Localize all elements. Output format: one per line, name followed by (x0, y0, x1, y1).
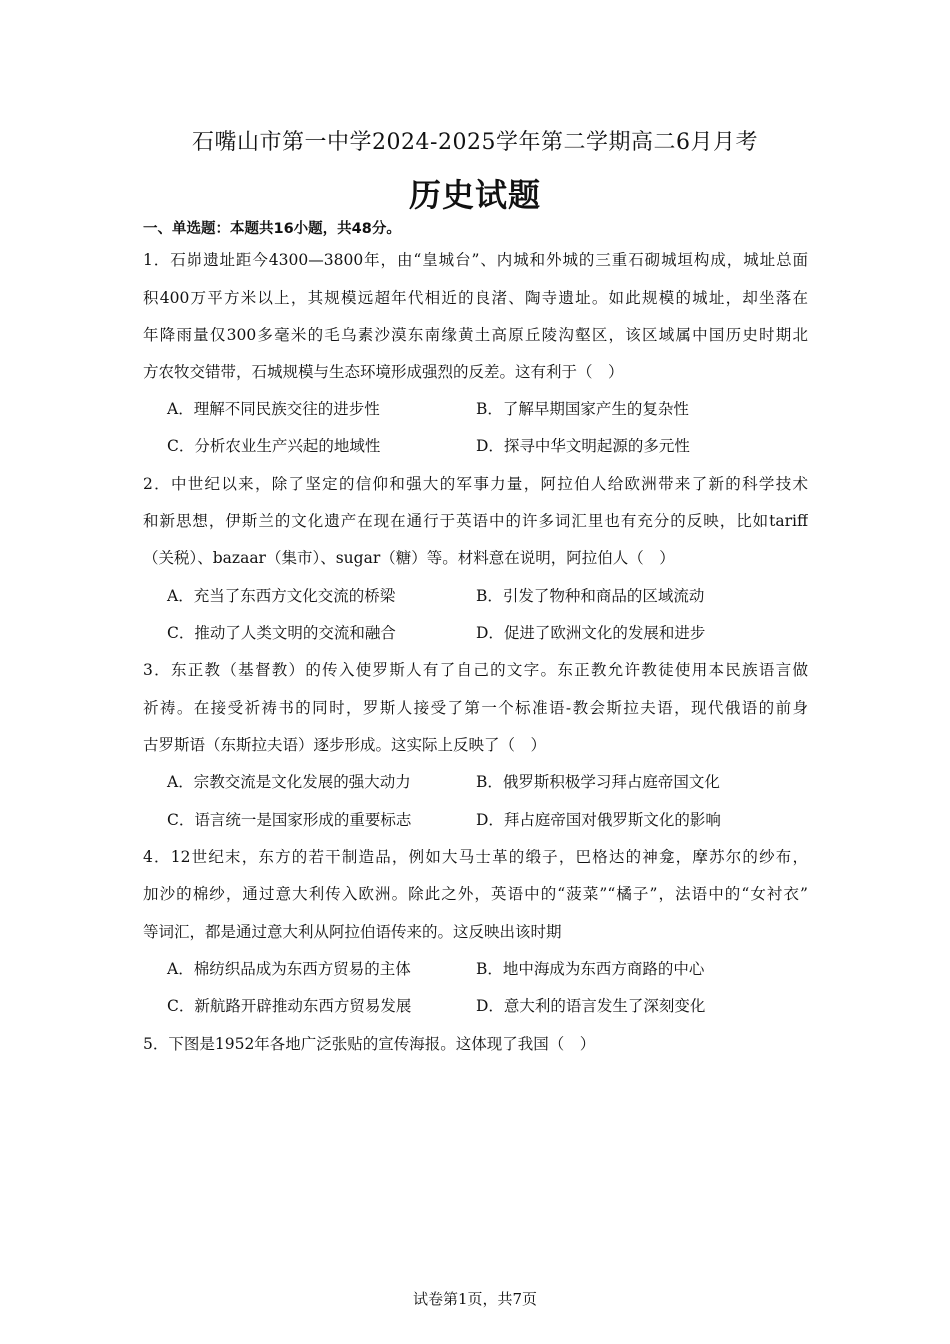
question-4-option-d: D．意大利的语言发生了深刻变化 (476, 997, 706, 1015)
question-1-line-3: 年降雨量仅300多毫米的毛乌素沙漠东南缘黄土高原丘陵沟壑区，该区域属中国历史时期北 (143, 326, 808, 344)
question-2-option-d: D．促进了欧洲文化的发展和进步 (476, 624, 706, 642)
question-3-option-d: D．拜占庭帝国对俄罗斯文化的影响 (476, 811, 721, 829)
section-header: 一、单选题：本题共16小题，共48分。 (143, 221, 401, 237)
question-2-line-1: 2．中世纪以来，除了坚定的信仰和强大的军事力量，阿拉伯人给欧洲带来了新的科学技术 (143, 475, 808, 493)
question-4-option-a: A．棉纺织品成为东西方贸易的主体 (167, 960, 411, 978)
question-4-line-1: 4．12世纪末，东方的若干制造品，例如大马士革的缎子，巴格达的神龛，摩苏尔的纱布， (143, 848, 808, 866)
question-2-line-2: 和新思想，伊斯兰的文化遗产在现在通行于英语中的许多词汇里也有充分的反映，比如tariff (143, 512, 808, 530)
question-4-line-2: 加沙的棉纱，通过意大利传入欧洲。除此之外，英语中的“菠菜”“橘子”，法语中的“女衬衣” (143, 885, 808, 903)
question-1-line-4: 方农牧交错带，石城规模与生态环境形成强烈的反差。这有利于（ ） (143, 363, 624, 381)
question-3-line-2: 祈祷。在接受祈祷书的同时，罗斯人接受了第一个标准语-教会斯拉夫语，现代俄语的前身 (143, 699, 808, 717)
question-1-line-2: 积400万平方米以上，其规模远超年代相近的良渚、陶寺遗址。如此规模的城址，却坐落在 (143, 289, 808, 307)
question-1-option-a: A．理解不同民族交往的进步性 (167, 400, 380, 418)
question-4-option-b: B．地中海成为东西方商路的中心 (476, 960, 705, 978)
question-2-option-c: C．推动了人类文明的交流和融合 (167, 624, 396, 642)
question-3-option-b: B．俄罗斯积极学习拜占庭帝国文化 (476, 773, 720, 791)
question-4-line-3: 等词汇，都是通过意大利从阿拉伯语传来的。这反映出该时期 (143, 923, 562, 941)
exam-title: 石嘴山市第一中学2024-2025学年第二学期高二6月月考 (192, 130, 758, 155)
question-5-line-1: 5．下图是1952年各地广泛张贴的宣传海报。这体现了我国（ ） (143, 1035, 596, 1053)
question-1-option-b: B．了解早期国家产生的复杂性 (476, 400, 689, 418)
question-3-line-3: 古罗斯语（东斯拉夫语）逐步形成。这实际上反映了（ ） (143, 736, 547, 754)
question-3-option-c: C．语言统一是国家形成的重要标志 (167, 811, 412, 829)
question-1-option-d: D．探寻中华文明起源的多元性 (476, 437, 690, 455)
question-1-line-1: 1．石峁遗址距今4300—3800年，由“皇城台”、内城和外城的三重石砌城垣构成，城址总面 (143, 251, 808, 269)
question-2-option-b: B．引发了物种和商品的区域流动 (476, 587, 705, 605)
question-3-option-a: A．宗教交流是文化发展的强大动力 (167, 773, 411, 791)
page-footer: 试卷第1页，共7页 (412, 1290, 538, 1308)
question-2-line-3: （关税）、bazaar（集市）、sugar（糖）等。材料意在说明，阿拉伯人（ ） (143, 549, 675, 567)
question-2-option-a: A．充当了东西方文化交流的桥梁 (167, 587, 396, 605)
subject-title: 历史试题 (408, 176, 541, 214)
question-4-option-c: C．新航路开辟推动东西方贸易发展 (167, 997, 412, 1015)
question-1-option-c: C．分析农业生产兴起的地域性 (167, 437, 381, 455)
question-3-line-1: 3．东正教（基督教）的传入使罗斯人有了自己的文字。东正教允许教徒使用本民族语言做 (143, 661, 808, 679)
